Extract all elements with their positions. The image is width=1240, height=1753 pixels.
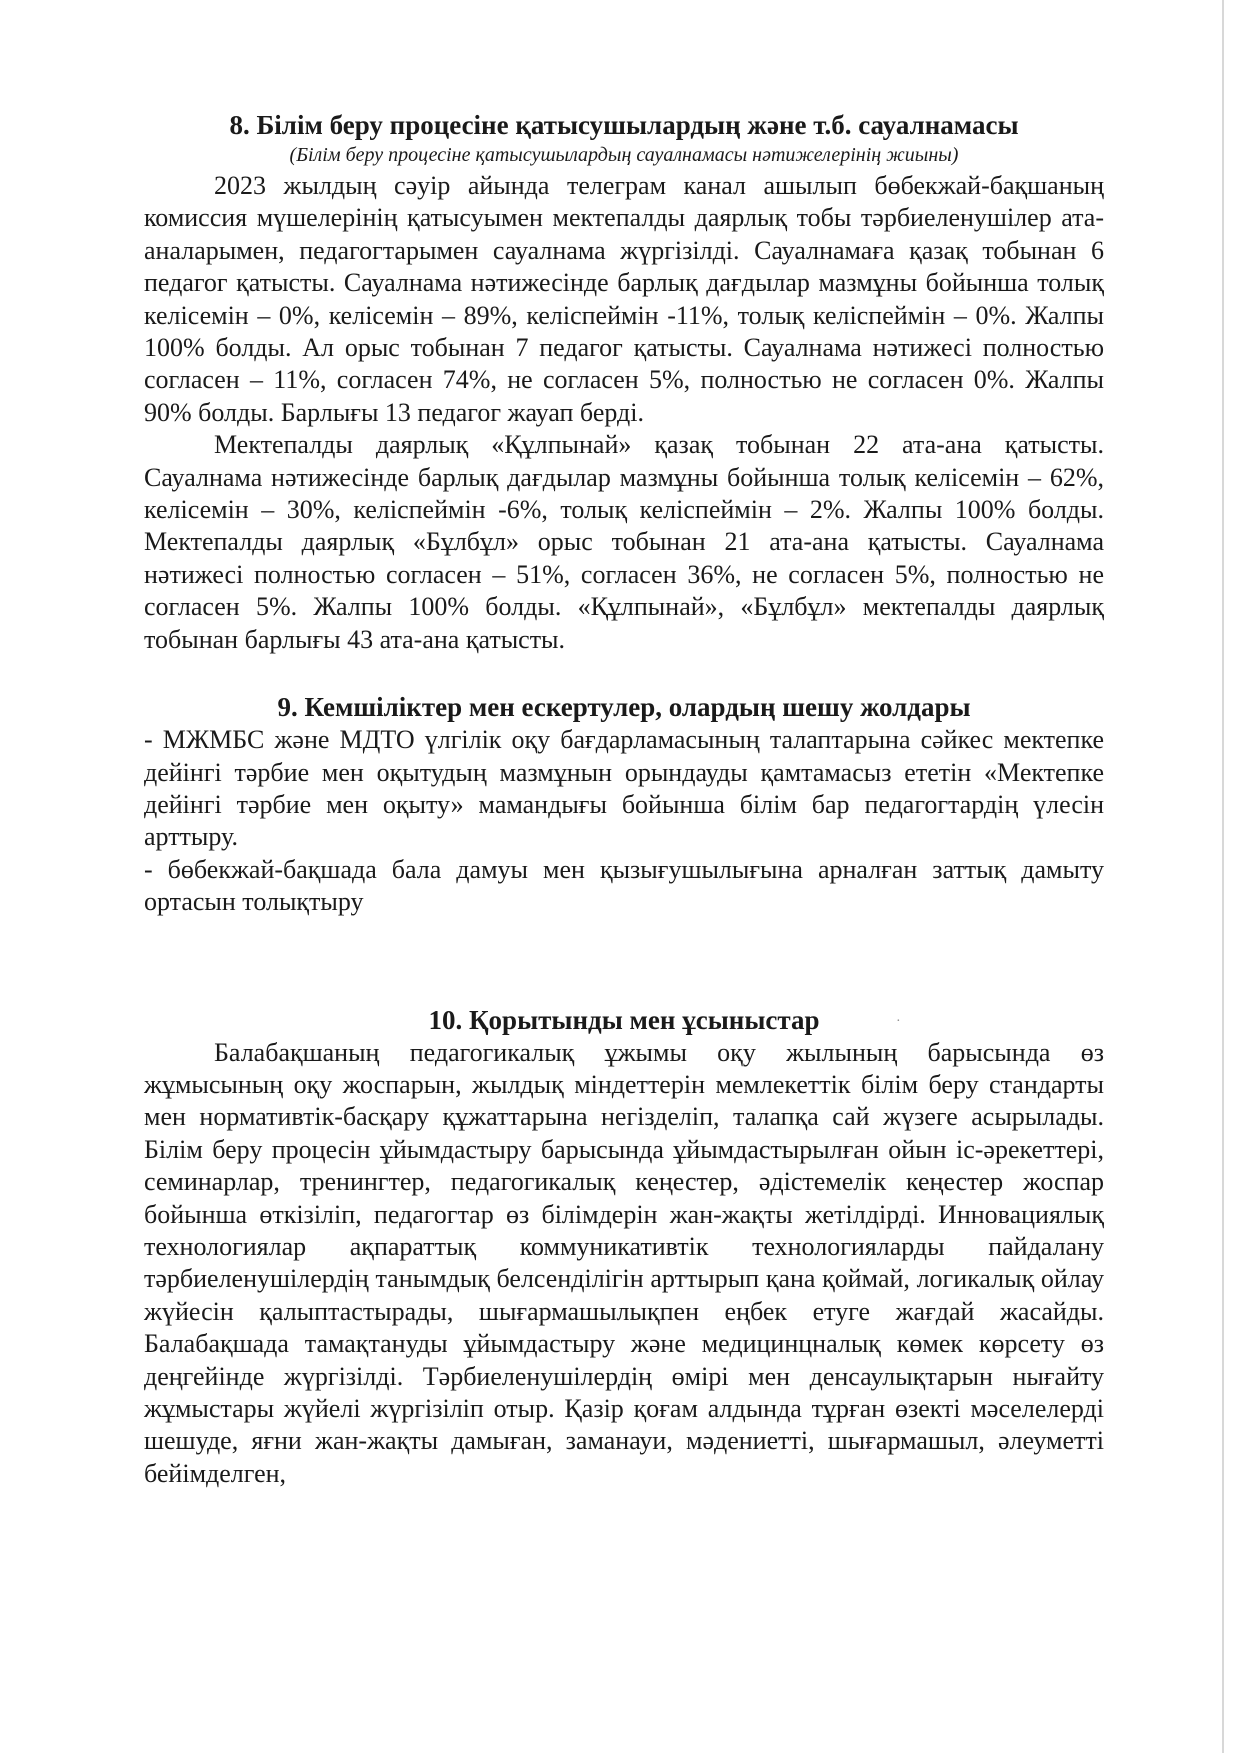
section-9-title: 9. Кемшіліктер мен ескертулер, олардың шешу жолдары [277,692,971,723]
scan-speck: · [896,1014,901,1029]
section-10-title: 10. Қорытынды мен ұсыныстар [428,1004,820,1035]
section-10-paragraph: Балабақшаның педагогикалық ұжымы оқу жылының барысында өз жұмысының оқу жоспарын, жылдық міндеттерін мемлекеттік білім беру стандарты мен нормативтік-басқару құжаттарына негізделіп, талапқа сай жүзеге асырылады. Білім беру процесін ұйымдастыру барысында ұйымдастырылған ойын іс-әрекеттері, семинарлар, тренингтер, педагогикалық кеңестер, әдістемелік кеңестер жоспар бойынша өткізіліп, педагогтар өз білімдерін жан-жақты жетілдірді. Инновациялық технологиялар ақпараттық коммуникативтік технологияларды пайдалану тәрбиеленушілердің танымдық белсенділігін арттырып қана қоймай, логикалық ойлау жүйесін қалыптастырады, шығармашылықпен еңбек етуге жағдай жасайды. Балабақшада тамақтануды ұйымдастыру және медицинцналық көмек көрсету өз деңгейінде жүргізілді. Тәрбиеленушілердің өмірі мен денсаулықтарын нығайту жұмыстары жүйелі жүргізіліп отыр. Қазір қоғам алдында тұрған өзекті мәселелерді шешуде, яғни жан-жақты дамыған, заманауи, мәдениетті, шығармашыл, әлеуметті бейімделген, [144,1037,1104,1488]
section-8-title: 8. Білім беру процесіне қатысушылардың және т.б. сауалнамасы [229,110,1019,140]
section-8 [144,108,1104,656]
scan-page-edge [1222,0,1224,1753]
section-10 [144,1003,1104,1491]
section-9-item-1: - МЖМБС және МДТО үлгілік оқу бағдарламасының талаптарына сәйкес мектепке дейінгі тәрбие мен оқытудың мазмұнын орындауды қамтамасыз ететін «Мектепке дейінгі тәрбие мен оқыту» мамандығы бойынша білім бар педагогтардің үлесін арттыру. [144,725,1104,852]
document-page [144,108,1104,1490]
section-8-subtitle: (Білім беру процесіне қатысушылардың сауалнамасы нәтижелерінің жиыны) [289,144,959,166]
section-8-paragraph-1: 2023 жылдың сәуір айында телеграм канал ашылып бөбекжай-бақшаның комиссия мүшелерінің қатысуымен мектепалды даярлық тобы тәрбиеленушілер ата-аналарымен, педагогтарымен сауалнама жүргізілді. Сауалнамаға қазақ тобынан 6 педагог қатысты. Сауалнама нәтижесінде барлық дағдылар мазмұны бойынша толық келісемін – 0%, келісемін – 89%, келіспеймін -11%, толық келіспеймін – 0%. Жалпы 100% болды. Ал орыс тобынан 7 педагог қатысты. Сауалнама нәтижесі полностью согласен – 11%, согласен 74%, не согласен 5%, полностью не согласен 0%. Жалпы 90% болды. Барлығы 13 педагог жауап берді. [144,171,1104,427]
section-8-paragraph-2: Мектепалды даярлық «Құлпынай» қазақ тобынан 22 ата-ана қатысты. Сауалнама нәтижесінде барлық дағдылар мазмұны бойынша толық келісемін – 62%, келісемін – 30%, келіспеймін -6%, толық келіспеймін – 2%. Жалпы 100% болды. Мектепалды даярлық «Бұлбұл» орыс тобынан 21 ата-ана қатысты. Сауалнама нәтижесі полностью согласен – 51%, согласен 36%, не согласен 5%, полностью не согласен 5%. Жалпы 100% болды. «Құлпынай», «Бұлбұл» мектепалды даярлық тобынан барлығы 43 ата-ана қатысты. [144,430,1104,654]
section-9-item-2: - бөбекжай-бақшада бала дамуы мен қызығушылығына арналған заттық дамыту ортасын толықтыру [144,854,1104,917]
section-9 [144,690,1104,918]
